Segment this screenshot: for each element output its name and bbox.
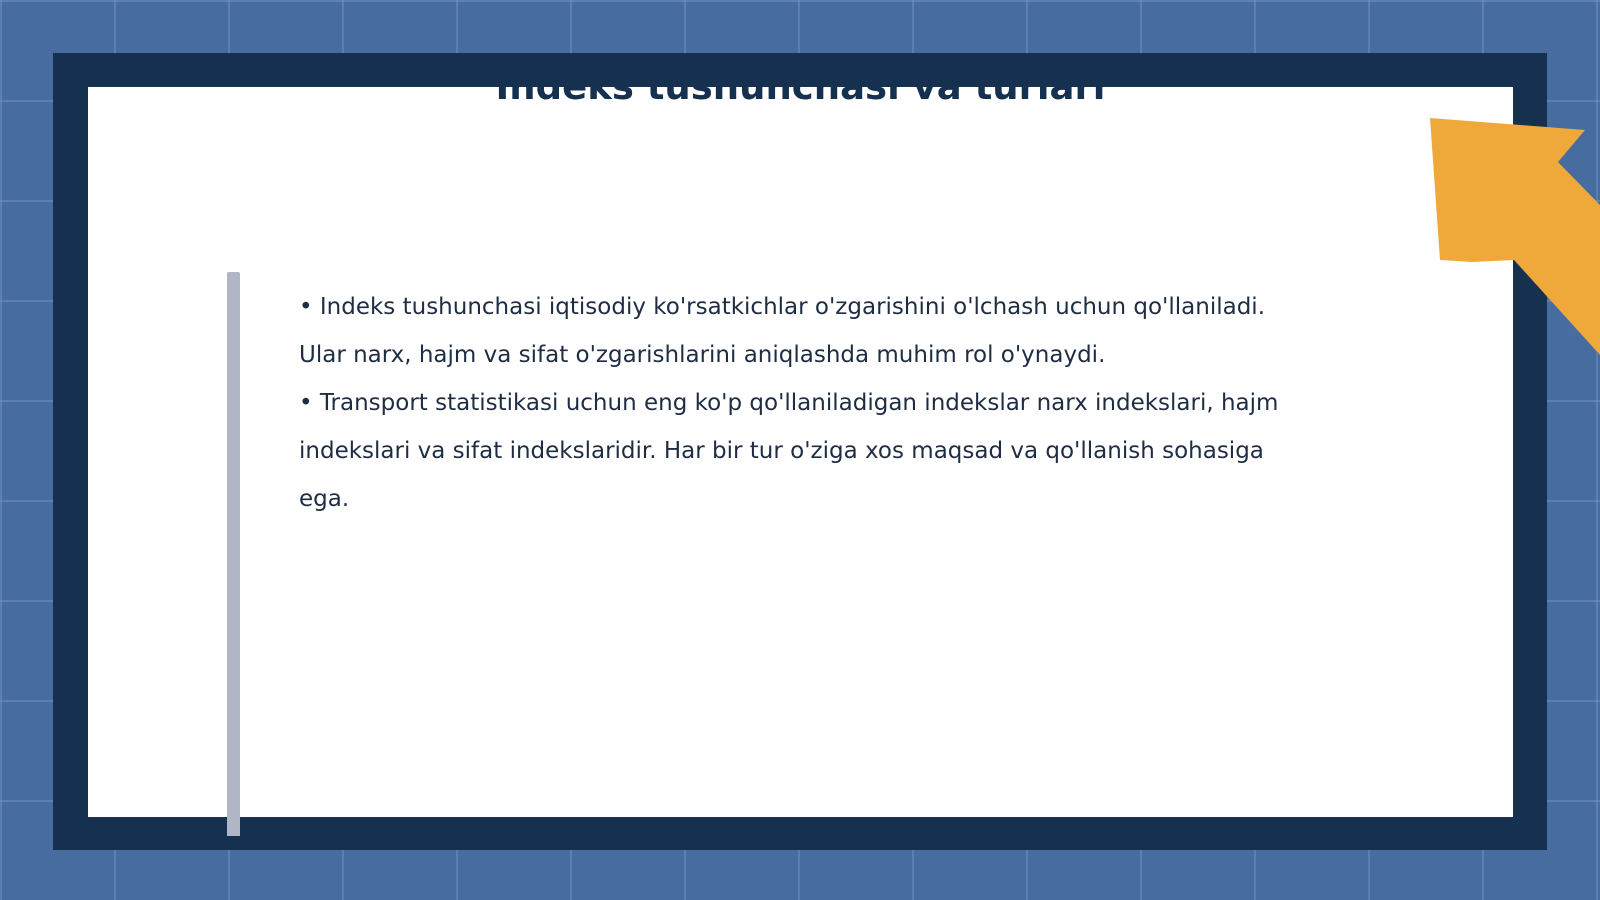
vertical-accent-bar [227, 272, 240, 836]
slide-canvas [88, 65, 1513, 817]
slide-title: Indeks tushunchasi va turlari [495, 65, 1106, 108]
slide-body [299, 283, 1299, 523]
bullet-item: • Indeks tushunchasi iqtisodiy ko'rsatkichlar o'zgarishini o'lchash uchun qo'llaniladi. Ular narx, hajm va sifat o'zgarishlarini aniqlashda muhim rol o'ynaydi. [299, 294, 1265, 368]
arrow-up-left-icon [1430, 110, 1600, 370]
bullet-item: • Transport statistikasi uchun eng ko'p qo'llaniladigan indekslar narx indekslari, hajm indekslari va sifat indekslaridir. Har bir tur o'ziga xos maqsad va qo'llanish sohasiga ega. [299, 390, 1279, 512]
